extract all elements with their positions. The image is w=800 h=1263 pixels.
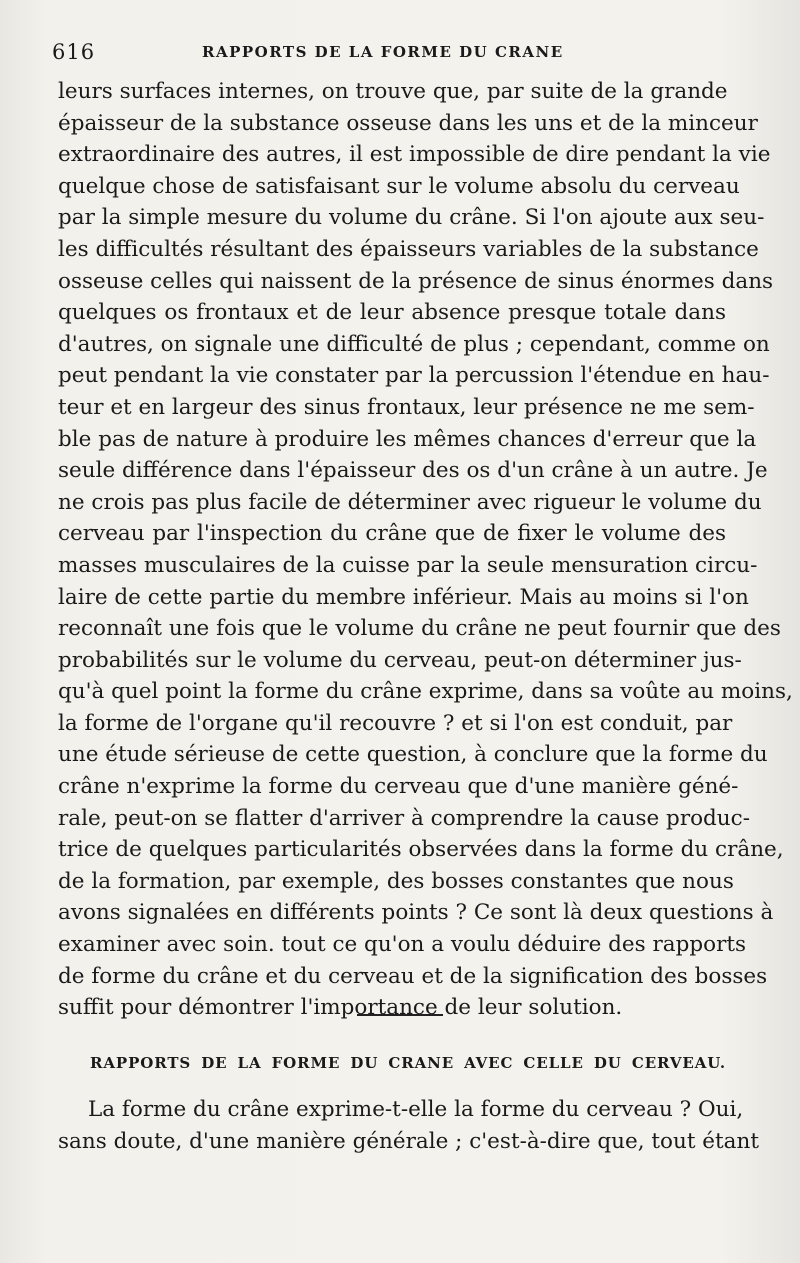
text-line: leurs surfaces internes, on trouve que, par suite de la grande [58, 79, 728, 104]
text-line: qu'à quel point la forme du crâne exprime, dans sa voûte au moins, [58, 679, 793, 705]
text-line: cerveau par l'inspection du crâne que de fixer le volume des [58, 521, 726, 547]
text-line: avons signalées en différents points ? Ce sont là deux questions à [58, 900, 774, 926]
text-line: les difficultés résultant des épaisseurs variables de la substance [58, 236, 759, 262]
running-title: RAPPORTS DE LA FORME DU CRANE [202, 43, 564, 61]
text-line: une étude sérieuse de cette question, à conclure que la forme du [58, 742, 768, 768]
text-line: quelque chose de satisfaisant sur le volume absolu du cerveau [58, 173, 740, 199]
text-line: rale, peut-on se flatter d'arriver à comprendre la cause produc- [58, 805, 750, 831]
page-header [52, 40, 752, 66]
text-line: probabilités sur le volume du cerveau, peut-on déterminer jus- [58, 647, 742, 673]
text-line: ble pas de nature à produire les mêmes chances d'erreur que la [58, 426, 757, 452]
text-line: ne crois pas plus facile de déterminer avec rigueur le volume du [58, 489, 762, 515]
text-line: examiner avec soin. tout ce qu'on a voulu déduire des rapports [58, 932, 747, 958]
section-heading: RAPPORTS DE LA FORME DU CRANE AVEC CELLE DU CERVEAU. [90, 1054, 726, 1072]
text-line: d'autres, on signale une difficulté de plus ; cependant, comme on [58, 331, 770, 357]
text-line: osseuse celles qui naissent de la présence de sinus énormes dans [58, 268, 774, 294]
text-line: peut pendant la vie constater par la percussion l'étendue en hau- [58, 363, 770, 389]
text-line: extraordinaire des autres, il est impossible de dire pendant la vie [58, 142, 771, 168]
text-line: suffit pour démontrer l'importance de leur solution. [58, 995, 623, 1021]
text-line: masses musculaires de la cuisse par la seule mensuration circu- [58, 552, 758, 578]
text-line: reconnaît une fois que le volume du crâne ne peut fournir que des [58, 616, 781, 642]
text-line: crâne n'exprime la forme du cerveau que d'une manière géné- [58, 774, 739, 800]
text-line: la forme de l'organe qu'il recouvre ? et si l'on est conduit, par [58, 710, 733, 736]
text-line: trice de quelques particularités observées dans la forme du crâne, [58, 837, 784, 863]
text-line: quelques os frontaux et de leur absence presque totale dans [58, 300, 726, 326]
text-line: teur et en largeur des sinus frontaux, leur présence ne me sem- [58, 394, 755, 420]
text-line: de forme du crâne et du cerveau et de la signification des bosses [58, 963, 768, 989]
page-number: 616 [52, 40, 96, 64]
text-line: sans doute, d'une manière générale ; c'est-à-dire que, tout étant [58, 1128, 759, 1154]
text-line: par la simple mesure du volume du crâne. Si l'on ajoute aux seu- [58, 205, 765, 231]
section-divider [357, 1014, 443, 1016]
text-line: de la formation, par exemple, des bosses constantes que nous [58, 868, 734, 894]
text-line: épaisseur de la substance osseuse dans les uns et de la minceur [58, 110, 758, 136]
text-line: laire de cette partie du membre inférieur. Mais au moins si l'on [58, 584, 749, 610]
text-line: seule différence dans l'épaisseur des os d'un crâne à un autre. Je [58, 458, 768, 484]
body-paragraph [58, 76, 793, 1024]
section-paragraph [58, 1094, 759, 1157]
text-line: La forme du crâne exprime-t-elle la forme du cerveau ? Oui, [88, 1097, 744, 1122]
